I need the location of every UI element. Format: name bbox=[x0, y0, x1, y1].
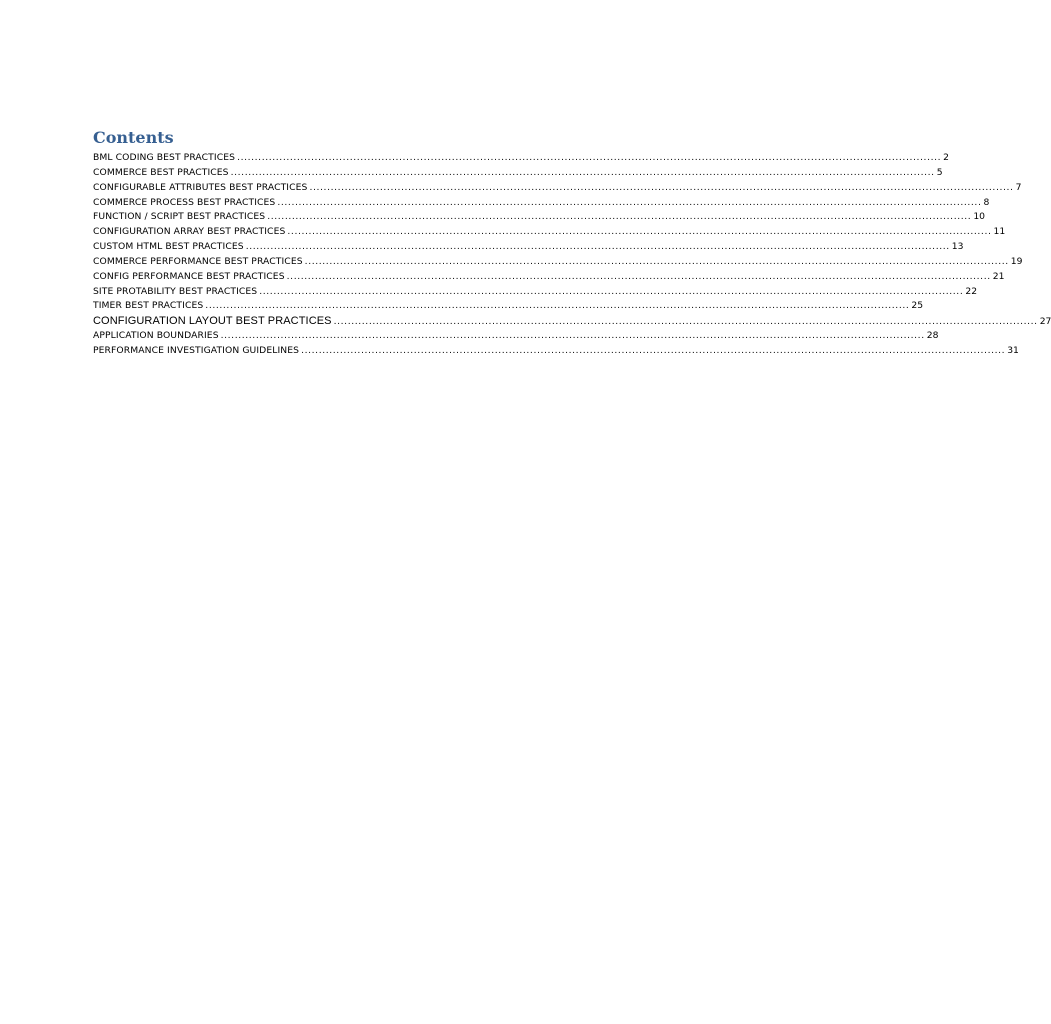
toc-entry-label: APPLICATION BOUNDARIES bbox=[93, 330, 219, 342]
toc-dot-leader: ........................................................................................................................................................................................................ bbox=[230, 166, 935, 178]
toc-entry-configuration-layout[interactable] bbox=[93, 315, 1051, 330]
toc-entry-site-protability[interactable] bbox=[93, 285, 978, 301]
toc-entry-label: CONFIGURATION LAYOUT BEST PRACTICES bbox=[93, 315, 332, 328]
toc-page-number: 21 bbox=[992, 270, 1005, 282]
toc-dot-leader: ........................................................................................................................................................................................................ bbox=[259, 285, 964, 297]
toc-entry-label: COMMERCE PROCESS BEST PRACTICES bbox=[93, 196, 276, 208]
table-of-contents bbox=[93, 128, 1051, 360]
toc-entry-commerce[interactable] bbox=[93, 166, 943, 182]
toc-entry-label: CONFIGURABLE ATTRIBUTES BEST PRACTICES bbox=[93, 181, 308, 193]
toc-entry-commerce-process[interactable] bbox=[93, 196, 990, 212]
toc-entry-label: SITE PROTABILITY BEST PRACTICES bbox=[93, 285, 258, 297]
toc-dot-leader: ........................................................................................................................................................................................................ bbox=[309, 181, 1014, 193]
toc-entry-configuration-array[interactable] bbox=[93, 226, 1006, 241]
toc-page-number: 19 bbox=[1010, 255, 1023, 267]
toc-entry-timer[interactable] bbox=[93, 300, 924, 315]
toc-page-number: 7 bbox=[1015, 181, 1022, 193]
toc-dot-leader: ........................................................................................................................................................................................................ bbox=[267, 211, 972, 223]
toc-entry-bml-coding[interactable] bbox=[93, 152, 950, 167]
toc-page-number: 28 bbox=[926, 330, 939, 342]
toc-dot-leader: ........................................................................................................................................................................................................ bbox=[237, 152, 942, 163]
toc-entry-function-script[interactable] bbox=[93, 211, 986, 226]
toc-entry-label: COMMERCE PERFORMANCE BEST PRACTICES bbox=[93, 255, 303, 267]
toc-entry-commerce-performance[interactable] bbox=[93, 255, 1023, 271]
toc-dot-leader: ........................................................................................................................................................................................................ bbox=[301, 344, 1006, 356]
toc-entry-config-performance[interactable] bbox=[93, 270, 1005, 286]
toc-entry-label: COMMERCE BEST PRACTICES bbox=[93, 166, 229, 178]
toc-dot-leader: ........................................................................................................................................................................................................ bbox=[304, 255, 1009, 267]
toc-dot-leader: ........................................................................................................................................................................................................ bbox=[277, 196, 982, 208]
toc-entry-label: CUSTOM HTML BEST PRACTICES bbox=[93, 241, 244, 253]
toc-entry-label: FUNCTION / SCRIPT BEST PRACTICES bbox=[93, 211, 266, 223]
toc-page-number: 27 bbox=[1039, 316, 1051, 328]
toc-page-number: 22 bbox=[965, 285, 978, 297]
toc-entry-application-boundaries[interactable] bbox=[93, 330, 939, 345]
toc-entry-label: CONFIGURATION ARRAY BEST PRACTICES bbox=[93, 226, 286, 238]
toc-entry-custom-html[interactable] bbox=[93, 241, 964, 256]
toc-page-number: 31 bbox=[1007, 344, 1019, 356]
toc-entry-label: PERFORMANCE INVESTIGATION GUIDELINES bbox=[93, 344, 300, 356]
toc-page-number: 11 bbox=[993, 226, 1006, 238]
toc-page-number: 2 bbox=[943, 152, 950, 163]
toc-entry-performance-investigation[interactable] bbox=[93, 344, 1019, 360]
toc-entry-label: TIMER BEST PRACTICES bbox=[93, 300, 204, 312]
toc-entry-label: CONFIG PERFORMANCE BEST PRACTICES bbox=[93, 270, 285, 282]
toc-dot-leader: ........................................................................................................................................................................................................ bbox=[245, 241, 950, 253]
toc-dot-leader: ........................................................................................................................................................................................................ bbox=[205, 300, 910, 312]
toc-page-number: 10 bbox=[973, 211, 986, 223]
toc-page-number: 25 bbox=[911, 300, 924, 312]
toc-dot-leader: ........................................................................................................................................................................................................ bbox=[220, 330, 925, 342]
toc-list bbox=[93, 152, 1051, 360]
toc-dot-leader: ........................................................................................................................................................................................................ bbox=[333, 316, 1038, 328]
toc-dot-leader: ........................................................................................................................................................................................................ bbox=[287, 226, 992, 238]
toc-entry-label: BML CODING BEST PRACTICES bbox=[93, 152, 236, 163]
toc-entry-configurable-attributes[interactable] bbox=[93, 181, 1022, 197]
toc-page-number: 13 bbox=[951, 241, 964, 253]
toc-heading: Contents bbox=[93, 128, 174, 147]
toc-page-number: 5 bbox=[936, 166, 943, 178]
toc-page-number: 8 bbox=[983, 196, 990, 208]
toc-dot-leader: ........................................................................................................................................................................................................ bbox=[286, 270, 991, 282]
